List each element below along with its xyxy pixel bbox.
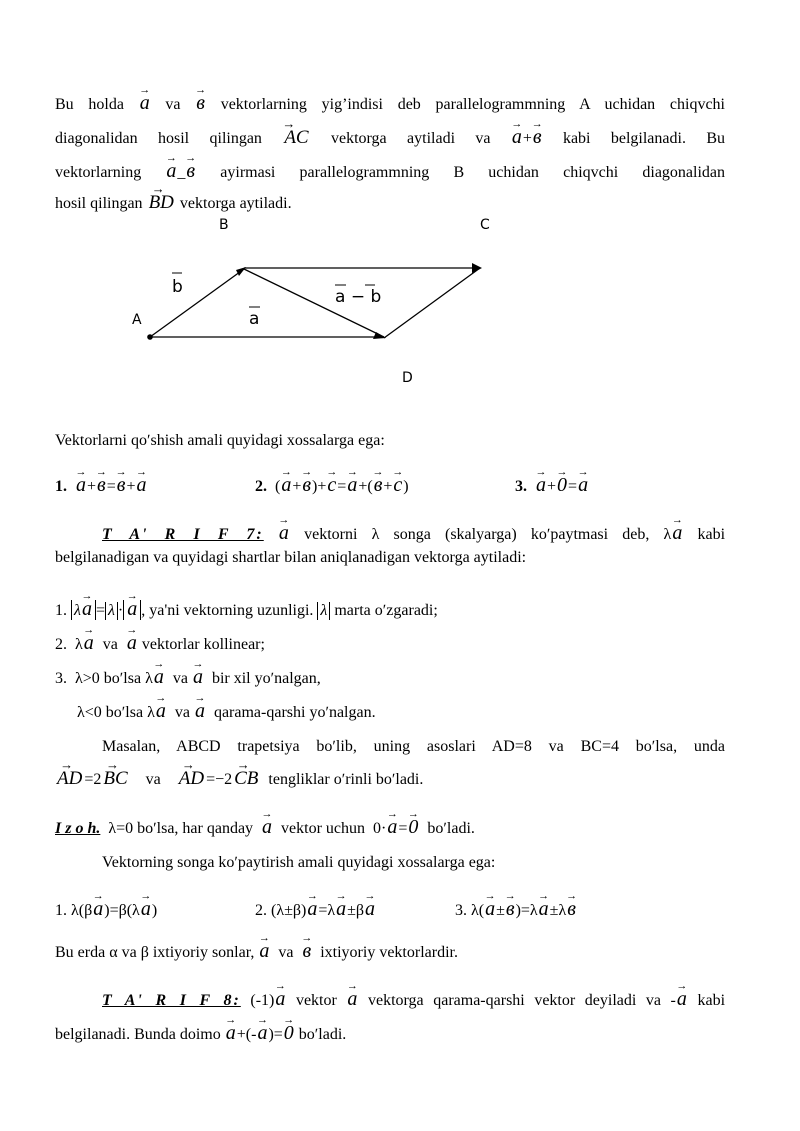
side-CD-line bbox=[384, 268, 480, 338]
vector-b: → в bbox=[195, 92, 206, 114]
definition-7-item-4: λ<0 boʹlsa λ→ a va → a qarama-qarshi yoʹnalgan. bbox=[77, 700, 747, 724]
label-vector-a: a bbox=[249, 309, 260, 329]
property-2: 2. (→ a+→ в)+→ c=→ a+(→ в+→ c) bbox=[255, 474, 409, 498]
scalar-property-3: 3. λ(→ a±→ в)=λ→ a±λ→ в bbox=[455, 898, 577, 922]
addition-properties-intro: Vektorlarni qoʹshish amali quyidagi xossalarga ega: bbox=[55, 432, 385, 449]
example-line-2: → AD =2→ BC va → AD =−2→ CB tengliklar oʹrinli boʹladi. bbox=[55, 768, 725, 791]
diff-a-minus-b: → a_→ в bbox=[165, 164, 196, 181]
label-B: B bbox=[219, 217, 229, 233]
paragraph-line-3: vektorlarning → a_→ в ayirmasi parallelogrammning B uchidan chiqvchi diagonalidan bbox=[55, 160, 725, 184]
vector-BD: → BD bbox=[147, 192, 176, 214]
label-a-minus-b: a − b bbox=[335, 287, 382, 307]
label-A: A bbox=[132, 312, 142, 328]
note-title: I z o h. bbox=[55, 820, 101, 837]
paragraph-line-1: Bu holda → a va → в vektorlarning yig’indisi deb parallelogrammning A uchidan chiqvchi bbox=[55, 92, 725, 116]
arrowhead-b bbox=[236, 267, 246, 276]
definition-7-item-3: 3. λ>0 boʹlsa λ→ a va → a bir xil yoʹnalgan, bbox=[55, 666, 725, 690]
definition-8-line-1: T A' R I F 8: (-1)→ a vektor → a vektorga qarama-qarshi vektor deyiladi va -→ a kabi bbox=[102, 988, 725, 1012]
scalar-properties-intro: Vektorning songa koʹpaytirish amali quyidagi xossalarga ega: bbox=[102, 854, 496, 871]
label-vector-b: b bbox=[172, 277, 183, 297]
vector-a-minus-b-line bbox=[244, 269, 384, 337]
scalar-properties-outro: Bu erda α va β ixtiyoriy sonlar, → a va → в ixtiyoriy vektorlardir. bbox=[55, 940, 725, 964]
scalar-property-2: 2. (λ±β)→ a=λ→ a±β→ a bbox=[255, 898, 376, 922]
definition-7-item-1: 1. λ→ a = λ ·→ a , ya'ni vektorning uzunligi. λ marta oʹzgaradi; bbox=[55, 600, 725, 622]
note-line: I z o h. λ=0 boʹlsa, har qanday → a vektor uchun 0·→ a=→ 0 boʹladi. bbox=[55, 816, 725, 840]
definition-7-line-2: belgilanadigan va quyidagi shartlar bilan aniqlanadigan vektorga aytiladi: bbox=[55, 549, 527, 566]
vector-AC: → AC bbox=[282, 127, 310, 149]
sum-a-plus-b: → a+→ в bbox=[511, 130, 543, 147]
label-D: D bbox=[402, 370, 413, 386]
definition-7-line-1: T A' R I F 7: → a vektorni λ songa (skalyarga) koʹpaytmasi deb, λ→ a kabi bbox=[102, 522, 725, 546]
vector-a: → a bbox=[139, 92, 151, 114]
definition-7-title: T A' R I F 7: bbox=[102, 526, 264, 543]
paragraph-line-4: hosil qilingan → BD vektorga aytiladi. bbox=[55, 192, 725, 215]
property-3: 3. → a+→ 0=→ a bbox=[515, 474, 589, 498]
arrowhead-a-minus-b bbox=[373, 332, 386, 339]
example-line-1: Masalan, ABCD trapetsiya boʹlib, uning asoslari AD=8 va BC=4 boʹlsa, unda bbox=[102, 738, 725, 755]
label-C: C bbox=[480, 217, 490, 233]
vector-b-line bbox=[150, 269, 244, 337]
definition-7-item-2: 2. λ→ a va → a vektorlar kollinear; bbox=[55, 632, 725, 656]
property-1: 1. → a+→ в=→ в+→ a bbox=[55, 474, 147, 498]
definition-8-title: T A' R I F 8: bbox=[102, 992, 241, 1009]
paragraph-line-2: diagonalidan hosil qilingan → AC vektorga aytiladi va → a+→ в kabi belgilanadi. Bu bbox=[55, 126, 725, 150]
point-A-dot bbox=[147, 334, 153, 340]
scalar-property-1: 1. λ(β→ a)=β(λ→ a) bbox=[55, 898, 157, 922]
arrowhead-BC bbox=[472, 263, 482, 273]
definition-8-line-2: belgilanadi. Bunda doimo → a+(-→ a)=→ 0 boʹladi. bbox=[55, 1022, 725, 1046]
